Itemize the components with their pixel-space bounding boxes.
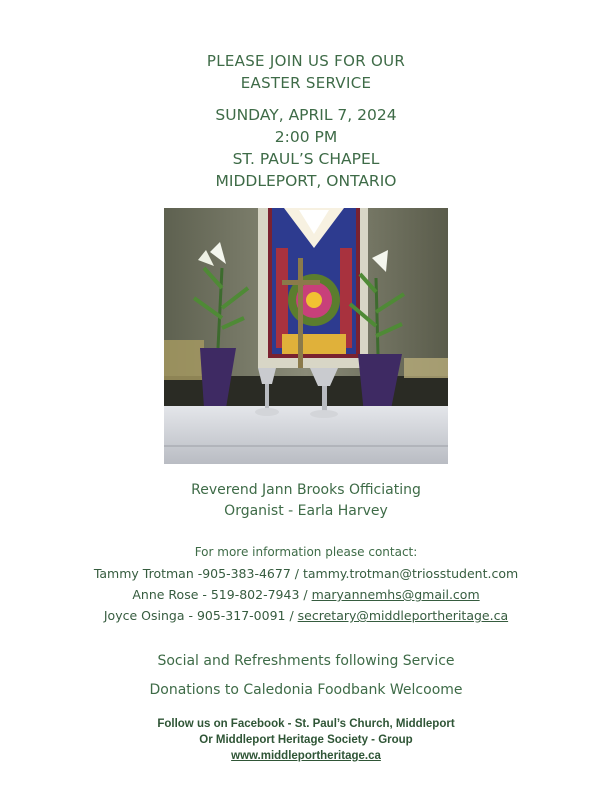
website-link[interactable]: www.middleportheritage.ca <box>231 750 381 762</box>
altar-photo-illustration <box>164 208 448 464</box>
contact-row <box>0 605 612 626</box>
invitation-heading <box>0 50 612 94</box>
contact-name-phone: Tammy Trotman -905-383-4677 / <box>93 566 303 581</box>
contact-email[interactable]: tammy.trotman@triosstudent.com <box>302 566 519 581</box>
contact-name-phone: Anne Rose - 519-802-7943 / <box>132 587 312 602</box>
invitation-line-2: EASTER SERVICE <box>240 74 372 92</box>
event-date: SUNDAY, APRIL 7, 2024 <box>215 106 397 124</box>
donations-note: Donations to Caledonia Foodbank Welcoome <box>149 682 463 698</box>
event-venue: ST. PAUL’S CHAPEL <box>232 150 380 168</box>
altar-photo <box>164 208 448 464</box>
invitation-line-1: PLEASE JOIN US FOR OUR <box>206 52 406 70</box>
contact-heading: For more information please contact: <box>194 545 418 559</box>
facebook-line: Follow us on Facebook - St. Paul’s Church, Middleport <box>157 718 455 730</box>
contact-row <box>0 584 612 605</box>
event-time: 2:00 PM <box>274 128 338 146</box>
contact-row <box>0 563 612 584</box>
organist-line: Organist - Earla Harvey <box>224 503 388 519</box>
contact-email-link[interactable]: secretary@middleportheritage.ca <box>297 608 509 623</box>
event-details <box>0 104 612 192</box>
contact-name-phone: Joyce Osinga - 905-317-0091 / <box>103 608 298 623</box>
heritage-group-line: Or Middleport Heritage Society - Group <box>199 734 413 746</box>
refreshments-note: Social and Refreshments following Service <box>157 653 455 669</box>
event-notes <box>0 647 612 705</box>
event-location: MIDDLEPORT, ONTARIO <box>215 172 397 190</box>
contact-list <box>0 563 612 626</box>
contact-email-link[interactable]: maryannemhs@gmail.com <box>311 587 480 602</box>
officiants <box>0 480 612 522</box>
reverend-line: Reverend Jann Brooks Officiating <box>191 482 421 498</box>
footer <box>0 716 612 764</box>
